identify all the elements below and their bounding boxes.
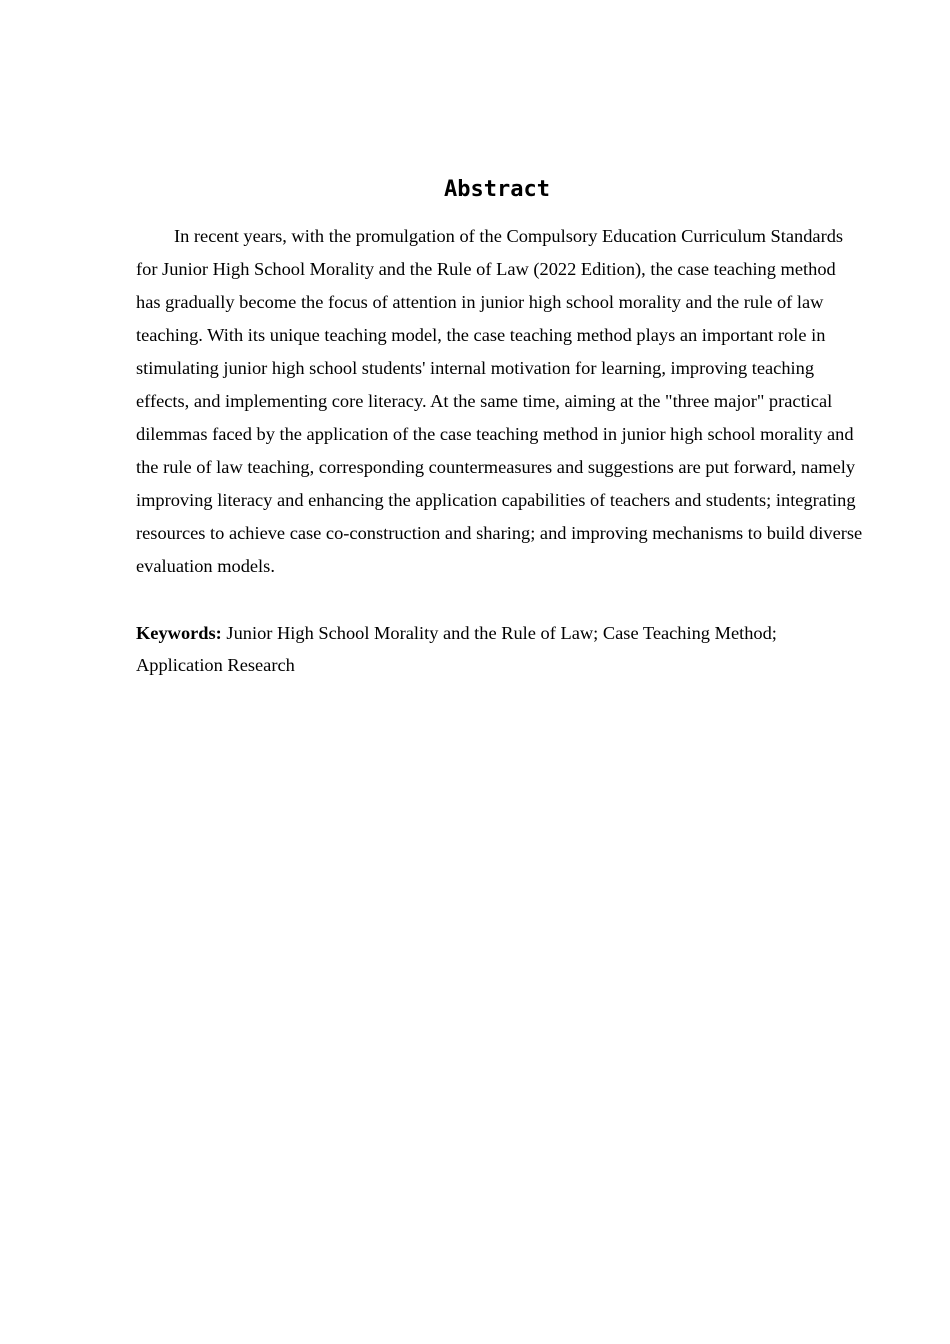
abstract-title: Abstract <box>444 177 550 202</box>
abstract-paragraph: In recent years, with the promulgation of the Compulsory Education Curriculum Standards for Junior High School Morality and the Rule of Law (2022 Edition), the case teaching method has gradually become the focus of attention in junior high school morality and the rule of law teaching. With its unique teaching model, the case teaching method plays an important role in stimulating junior high school students' internal motivation for learning, improving teaching effects, and implementing core literacy. At the same time, aiming at the "three major" practical dilemmas faced by the application of the case teaching method in junior high school morality and the rule of law teaching, corresponding countermeasures and suggestions are put forward, namely improving literacy and enhancing the application capabilities of teachers and students; integrating resources to achieve case co-construction and sharing; and improving mechanisms to build diverse evaluation models. <box>136 226 863 576</box>
keywords-label: Keywords: <box>136 623 222 643</box>
keywords-line <box>136 617 864 681</box>
keywords-text: Junior High School Morality and the Rule of Law; Case Teaching Method; Application Research <box>136 623 777 675</box>
